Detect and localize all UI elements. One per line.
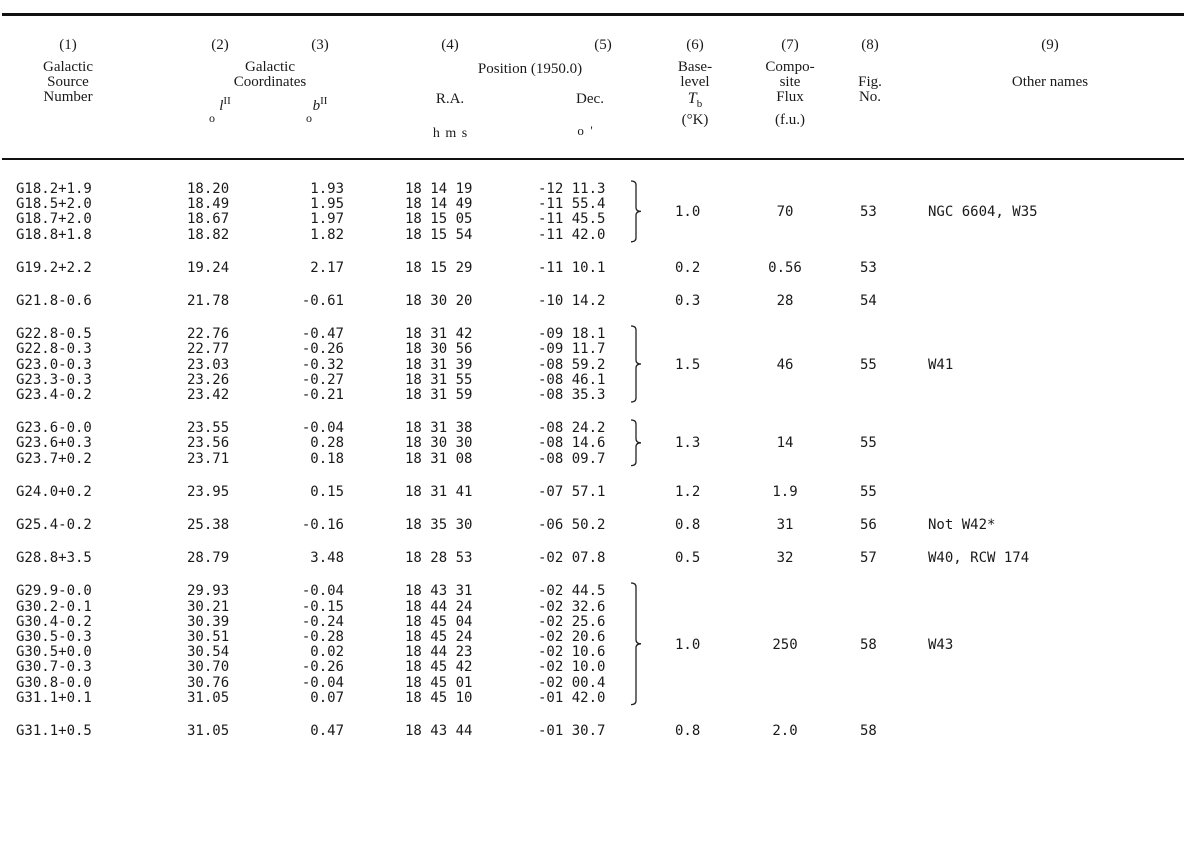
header-col3-sym: b [312, 98, 321, 114]
top-rule [2, 13, 1184, 16]
source-number-cell: G23.6-0.0 [16, 420, 92, 437]
dec-cell: -11 10.1 [538, 259, 606, 276]
flux-cell: 2.0 [772, 723, 798, 739]
fig-number-cell: 53 [860, 203, 877, 220]
dec-cell: -11 45.5 [538, 211, 606, 228]
galactic-b-cell: -0.21 [301, 387, 344, 403]
dec-cell: -08 59.2 [538, 356, 606, 373]
other-names-cell: Not W42* [928, 517, 996, 533]
header-col45-group: Position (1950.0) [477, 61, 583, 77]
galactic-l-cell: 23.03 [187, 356, 230, 373]
dec-cell: -02 10.6 [538, 644, 606, 661]
header-col6-line1: Base- [677, 59, 713, 75]
galactic-b-cell: 3.48 [310, 550, 344, 567]
galactic-b-cell: 1.82 [310, 226, 344, 243]
source-number-cell: G30.7-0.3 [16, 659, 92, 676]
header-col3-sup: II [320, 95, 328, 107]
header-col23-line2: Coordinates [233, 74, 307, 90]
galactic-b-cell: 1.93 [310, 181, 344, 197]
source-number-cell: G22.8-0.5 [16, 326, 92, 343]
galactic-l-cell: 29.93 [187, 583, 230, 600]
ra-cell: 18 30 30 [405, 435, 473, 452]
header-col7-num: (7) [781, 37, 799, 53]
header-col8-line2: No. [858, 89, 882, 105]
dec-cell: -02 44.5 [538, 583, 606, 600]
galactic-l-cell: 23.26 [187, 371, 230, 388]
flux-cell: 70 [776, 203, 794, 220]
galactic-l-cell: 23.95 [187, 483, 230, 500]
ra-cell: 18 31 38 [405, 420, 473, 437]
header-col9-line1: Other names [1011, 74, 1089, 90]
ra-cell: 18 45 24 [405, 629, 473, 645]
source-number-cell: G22.8-0.3 [16, 341, 92, 358]
header-col5-label: Dec. [576, 91, 604, 107]
galactic-b-cell: -0.26 [301, 659, 344, 676]
header-col7-unit: (f.u.) [775, 112, 805, 128]
header-col5-units: o ' [577, 123, 593, 138]
header-rule [2, 158, 1184, 160]
ra-cell: 18 45 10 [405, 689, 473, 706]
ra-cell: 18 45 01 [405, 674, 473, 691]
flux-cell: 28 [776, 293, 794, 309]
galactic-l-cell: 31.05 [187, 723, 230, 739]
baselevel-cell: 1.0 [675, 203, 701, 220]
header-col8-line1: Fig. [858, 74, 882, 90]
ra-cell: 18 43 44 [405, 723, 473, 739]
galactic-l-cell: 23.55 [187, 420, 230, 437]
dec-cell: -11 42.0 [538, 226, 606, 243]
galactic-b-cell: 1.95 [310, 196, 344, 213]
source-number-cell: G30.8-0.0 [16, 674, 92, 691]
ra-cell: 18 30 56 [405, 341, 473, 358]
source-number-cell: G31.1+0.1 [16, 689, 92, 706]
header-col1-num: (1) [59, 37, 77, 53]
galactic-b-cell: -0.32 [301, 356, 344, 373]
other-names-cell: W41 [928, 356, 954, 373]
galactic-b-cell: 0.02 [310, 644, 344, 661]
galactic-l-cell: 23.71 [187, 450, 230, 467]
galactic-b-cell: 0.15 [310, 483, 344, 500]
header-col8 [850, 38, 890, 105]
header-col2-unit: o [209, 111, 215, 125]
header-col6-num: (6) [686, 37, 704, 53]
galactic-b-cell: -0.04 [301, 674, 344, 691]
ra-cell: 18 15 05 [405, 211, 473, 228]
header-col7-line3: Flux [776, 89, 804, 105]
ra-cell: 18 31 55 [405, 371, 473, 388]
dec-cell: -02 25.6 [538, 613, 606, 630]
ra-cell: 18 31 39 [405, 356, 473, 373]
source-number-cell: G30.5+0.0 [16, 644, 92, 661]
galactic-l-cell: 30.70 [187, 659, 230, 676]
fig-number-cell: 56 [860, 517, 877, 533]
ra-cell: 18 14 49 [405, 196, 473, 213]
dec-cell: -08 24.2 [538, 420, 606, 437]
galactic-l-cell: 30.54 [187, 644, 230, 661]
header-col6-line2: level [680, 74, 710, 90]
source-number-cell: G18.5+2.0 [16, 196, 92, 213]
galactic-b-cell: -0.24 [301, 613, 344, 630]
galactic-l-cell: 30.39 [187, 613, 230, 630]
dec-cell: -01 42.0 [538, 689, 606, 706]
baselevel-cell: 0.8 [675, 723, 701, 739]
flux-cell: 0.56 [768, 259, 802, 276]
dec-cell: -02 20.6 [538, 629, 606, 645]
flux-cell: 31 [776, 517, 794, 533]
group-brace [630, 325, 644, 403]
source-number-cell: G23.6+0.3 [16, 435, 92, 452]
header-col9-num: (9) [1041, 37, 1059, 53]
galactic-b-cell: -0.16 [301, 517, 344, 533]
flux-cell: 14 [776, 435, 794, 452]
baselevel-cell: 1.5 [675, 356, 701, 373]
galactic-l-cell: 23.56 [187, 435, 230, 452]
galactic-l-cell: 18.67 [187, 211, 230, 228]
ra-cell: 18 14 19 [405, 181, 473, 197]
header-col23-group [200, 60, 340, 90]
source-number-cell: G21.8-0.6 [16, 293, 92, 309]
fig-number-cell: 55 [860, 435, 877, 452]
header-col1-line1: Galactic [43, 59, 93, 75]
header-col2-sym: l [219, 98, 224, 114]
dec-cell: -02 00.4 [538, 674, 606, 691]
galactic-b-cell: -0.61 [301, 293, 344, 309]
header-col7 [755, 38, 825, 128]
galactic-l-cell: 31.05 [187, 689, 230, 706]
source-number-cell: G28.8+3.5 [16, 550, 92, 567]
galactic-b-cell: -0.26 [301, 341, 344, 358]
galactic-l-cell: 30.21 [187, 598, 230, 615]
ra-cell: 18 31 41 [405, 483, 473, 500]
header-col7-line2: site [779, 74, 801, 90]
header-col5-num: (5) [594, 37, 612, 53]
galactic-b-cell: -0.28 [301, 629, 344, 645]
dec-cell: -02 07.8 [538, 550, 606, 567]
source-number-cell: G23.4-0.2 [16, 387, 92, 403]
header-col2-sup: II [223, 95, 231, 107]
other-names-cell: NGC 6604, W35 [928, 203, 1038, 220]
ra-cell: 18 43 31 [405, 583, 473, 600]
source-number-cell: G30.5-0.3 [16, 629, 92, 645]
ra-cell: 18 44 24 [405, 598, 473, 615]
dec-cell: -11 55.4 [538, 196, 606, 213]
galactic-l-cell: 18.82 [187, 226, 230, 243]
flux-cell: 32 [776, 550, 794, 567]
header-col1-line2: Source [47, 74, 89, 90]
source-number-cell: G30.4-0.2 [16, 613, 92, 630]
galactic-l-cell: 28.79 [187, 550, 230, 567]
source-number-cell: G18.7+2.0 [16, 211, 92, 228]
galactic-l-cell: 30.76 [187, 674, 230, 691]
header-col4-units: h m s [432, 126, 468, 141]
galactic-b-cell: -0.47 [301, 326, 344, 343]
dec-cell: -10 14.2 [538, 293, 606, 309]
header-col3-num: (3) [311, 37, 329, 53]
galactic-l-cell: 21.78 [187, 293, 230, 309]
baselevel-cell: 0.3 [675, 293, 701, 309]
galactic-b-cell: 0.18 [310, 450, 344, 467]
fig-number-cell: 55 [860, 356, 877, 373]
flux-cell: 46 [776, 356, 794, 373]
header-col4-num: (4) [441, 37, 459, 53]
ra-cell: 18 44 23 [405, 644, 473, 661]
dec-cell: -07 57.1 [538, 483, 606, 500]
galactic-l-cell: 23.42 [187, 387, 230, 403]
header-col23-line1: Galactic [245, 59, 295, 75]
galactic-b-cell: 0.47 [310, 723, 344, 739]
dec-cell: -02 32.6 [538, 598, 606, 615]
ra-cell: 18 28 53 [405, 550, 473, 567]
source-number-cell: G29.9-0.0 [16, 583, 92, 600]
ra-cell: 18 31 42 [405, 326, 473, 343]
galactic-b-cell: -0.15 [301, 598, 344, 615]
galactic-l-cell: 30.51 [187, 629, 230, 645]
galactic-b-cell: 2.17 [310, 259, 344, 276]
ra-cell: 18 15 29 [405, 259, 473, 276]
baselevel-cell: 0.2 [675, 259, 701, 276]
other-names-cell: W40, RCW 174 [928, 550, 1030, 567]
source-number-cell: G25.4-0.2 [16, 517, 92, 533]
header-col3-unit: o [306, 111, 312, 125]
fig-number-cell: 55 [860, 483, 877, 500]
baselevel-cell: 0.5 [675, 550, 701, 567]
dec-cell: -08 46.1 [538, 371, 606, 388]
flux-cell: 1.9 [772, 483, 798, 500]
group-brace [630, 419, 644, 467]
ra-cell: 18 15 54 [405, 226, 473, 243]
header-col2-num: (2) [211, 37, 229, 53]
ra-cell: 18 31 59 [405, 387, 473, 403]
header-col6-unit: (°K) [681, 112, 709, 129]
header-col1-line3: Number [43, 89, 93, 105]
header-col1 [18, 38, 118, 105]
header-col4-label: R.A. [435, 91, 465, 107]
galactic-b-cell: 1.97 [310, 211, 344, 228]
dec-cell: -06 50.2 [538, 517, 606, 533]
header-col8-num: (8) [861, 37, 879, 53]
ra-cell: 18 45 42 [405, 659, 473, 676]
fig-number-cell: 58 [860, 636, 877, 653]
header-col6-sym: T [687, 90, 697, 107]
ra-cell: 18 45 04 [405, 613, 473, 630]
galactic-l-cell: 19.24 [187, 259, 230, 276]
fig-number-cell: 58 [860, 723, 877, 739]
header-col9 [985, 38, 1115, 90]
baselevel-cell: 1.3 [675, 435, 701, 452]
dec-cell: -02 10.0 [538, 659, 606, 676]
source-number-cell: G18.2+1.9 [16, 181, 92, 197]
ra-cell: 18 31 08 [405, 450, 473, 467]
galactic-b-cell: -0.04 [301, 420, 344, 437]
baselevel-cell: 0.8 [675, 517, 701, 533]
source-number-cell: G23.3-0.3 [16, 371, 92, 388]
fig-number-cell: 54 [860, 293, 877, 309]
other-names-cell: W43 [928, 636, 954, 653]
fig-number-cell: 53 [860, 259, 877, 276]
group-brace [630, 582, 644, 706]
baselevel-cell: 1.0 [675, 636, 701, 653]
dec-cell: -09 11.7 [538, 341, 606, 358]
source-number-cell: G30.2-0.1 [16, 598, 92, 615]
ra-cell: 18 35 30 [405, 517, 473, 533]
source-number-cell: G23.7+0.2 [16, 450, 92, 467]
galactic-b-cell: 0.28 [310, 435, 344, 452]
galactic-l-cell: 18.20 [187, 181, 230, 197]
flux-cell: 250 [772, 636, 798, 653]
galactic-l-cell: 18.49 [187, 196, 230, 213]
baselevel-cell: 1.2 [675, 483, 701, 500]
source-number-cell: G23.0-0.3 [16, 356, 92, 373]
galactic-l-cell: 22.76 [187, 326, 230, 343]
ra-cell: 18 30 20 [405, 293, 473, 309]
source-number-cell: G18.8+1.8 [16, 226, 92, 243]
dec-cell: -08 14.6 [538, 435, 606, 452]
group-brace [630, 180, 644, 243]
dec-cell: -01 30.7 [538, 723, 606, 739]
header-col6 [665, 38, 725, 128]
dec-cell: -09 18.1 [538, 326, 606, 343]
dec-cell: -12 11.3 [538, 181, 606, 197]
galactic-l-cell: 25.38 [187, 517, 230, 533]
header-col7-line1: Compo- [765, 59, 815, 75]
galactic-l-cell: 22.77 [187, 341, 230, 358]
fig-number-cell: 57 [860, 550, 877, 567]
galactic-b-cell: 0.07 [310, 689, 344, 706]
galactic-b-cell: -0.27 [301, 371, 344, 388]
galactic-b-cell: -0.04 [301, 583, 344, 600]
source-number-cell: G24.0+0.2 [16, 483, 92, 500]
source-number-cell: G31.1+0.5 [16, 723, 92, 739]
header-col6-sub: b [696, 98, 703, 111]
dec-cell: -08 09.7 [538, 450, 606, 467]
source-number-cell: G19.2+2.2 [16, 259, 92, 276]
dec-cell: -08 35.3 [538, 387, 606, 403]
